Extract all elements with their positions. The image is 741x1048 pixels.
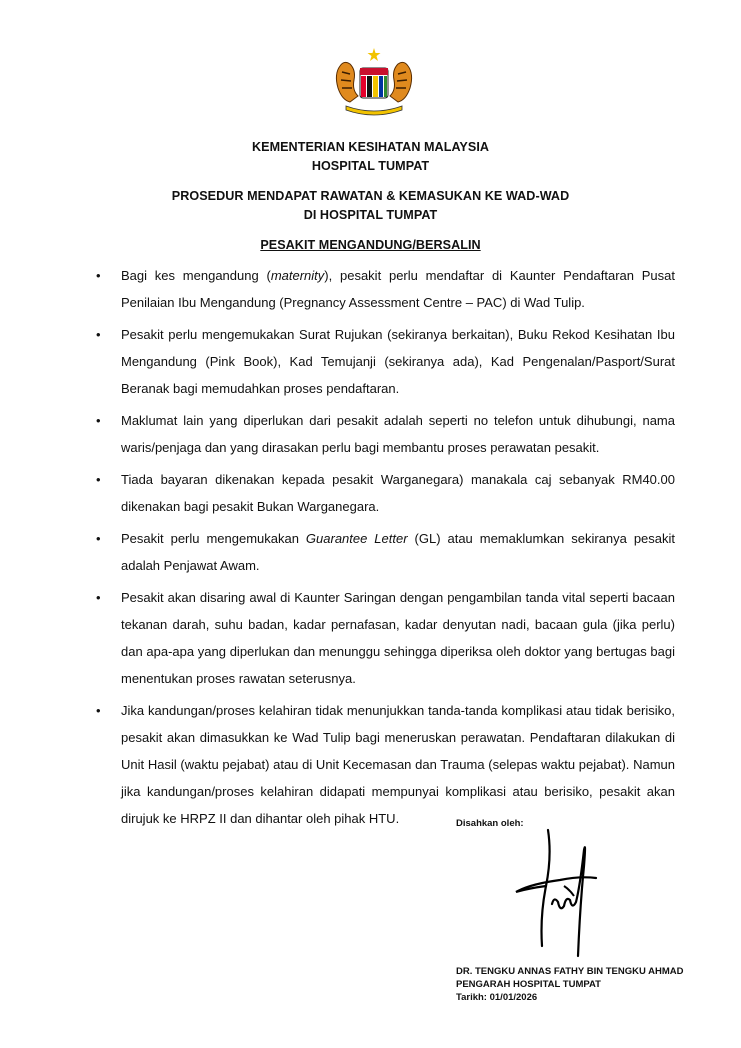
bullet-icon: • — [96, 413, 101, 428]
signatory-position: PENGARAH HOSPITAL TUMPAT — [456, 979, 601, 990]
bullet-icon: • — [96, 268, 101, 283]
item-text: Pesakit akan disaring awal di Kaunter Saringan dengan pengambilan tanda vital seperti bacaan tekanan darah, suhu badan, kadar pernafasan, kadar denyutan nadi, bacaan gula (jika perlu) dan apa-apa yang diperlukan dan menunggu sehingga diperiksa oleh doktor yang bertugas bagi menentukan proses rawatan seterusnya. — [121, 590, 675, 686]
bullet-icon: • — [96, 703, 101, 718]
handwritten-signature — [500, 826, 610, 961]
bullet-icon: • — [96, 590, 101, 605]
signatory-block — [456, 965, 683, 1004]
document-title-line1: PROSEDUR MENDAPAT RAWATAN & KEMASUKAN KE WAD-WAD — [171, 189, 570, 203]
item-text: Tiada bayaran dikenakan kepada pesakit Warganegara) manakala caj sebanyak RM40.00 dikenakan bagi pesakit Bukan Warganegara. — [121, 472, 675, 514]
item-emphasis: Guarantee Letter — [305, 531, 408, 546]
item-text: Maklumat lain yang diperlukan dari pesakit adalah seperti no telefon untuk dihubungi, nama waris/penjaga dan yang dirasakan perlu bagi membantu proses perawatan pesakit. — [121, 413, 675, 455]
list-item — [95, 584, 675, 692]
section-heading: PESAKIT MENGANDUNG/BERSALIN — [260, 238, 481, 252]
item-text: Bagi kes mengandung ( — [121, 268, 271, 283]
item-text: Pesakit perlu mengemukakan — [121, 531, 306, 546]
procedure-list — [95, 262, 675, 837]
coat-of-arms-logo — [330, 44, 418, 120]
item-text: Jika kandungan/proses kelahiran tidak menunjukkan tanda-tanda komplikasi atau tidak berisiko, pesakit akan dimasukkan ke Wad Tulip bagi meneruskan perawatan. Pendaftaran dilakukan di Unit Hasil (waktu pejabat) atau di Unit Kecemasan dan Trauma (selepas waktu pejabat). Namun jika kandungan/proses kelahiran didapati mempunyai komplikasi atau berisiko, pesakit akan dirujuk ke HRPZ II dan dihantar oleh pihak HTU. — [121, 703, 675, 826]
list-item — [95, 321, 675, 402]
list-item — [95, 262, 675, 316]
list-item — [95, 697, 675, 832]
document-title-line2: DI HOSPITAL TUMPAT — [303, 208, 438, 222]
bullet-icon: • — [96, 531, 101, 546]
list-item — [95, 466, 675, 520]
signature-date: Tarikh: 01/01/2026 — [456, 992, 538, 1003]
approval-label: Disahkan oleh: — [456, 818, 524, 829]
item-emphasis: maternity — [270, 268, 325, 283]
hospital-heading: HOSPITAL TUMPAT — [311, 159, 430, 173]
item-text: ), pesakit perlu mendaftar di Kaunter Pendaftaran Pusat Penilaian Ibu Mengandung (Pregnancy Assessment Centre – PAC) di Wad Tulip. — [121, 268, 675, 310]
list-item — [95, 525, 675, 579]
item-text: (GL) atau memaklumkan sekiranya pesakit adalah Penjawat Awam. — [121, 531, 676, 573]
bullet-icon: • — [96, 327, 101, 342]
bullet-icon: • — [96, 472, 101, 487]
ministry-heading: KEMENTERIAN KESIHATAN MALAYSIA — [251, 140, 490, 154]
list-item — [95, 407, 675, 461]
item-text: Pesakit perlu mengemukakan Surat Rujukan (sekiranya berkaitan), Buku Rekod Kesihatan Ibu Mengandung (Pink Book), Kad Temujanji (sekiranya ada), Kad Pengenalan/Pasport/Surat Beranak bagi memudahkan proses pendaftaran. — [121, 327, 675, 396]
signatory-name: DR. TENGKU ANNAS FATHY BIN TENGKU AHMAD — [456, 966, 684, 977]
